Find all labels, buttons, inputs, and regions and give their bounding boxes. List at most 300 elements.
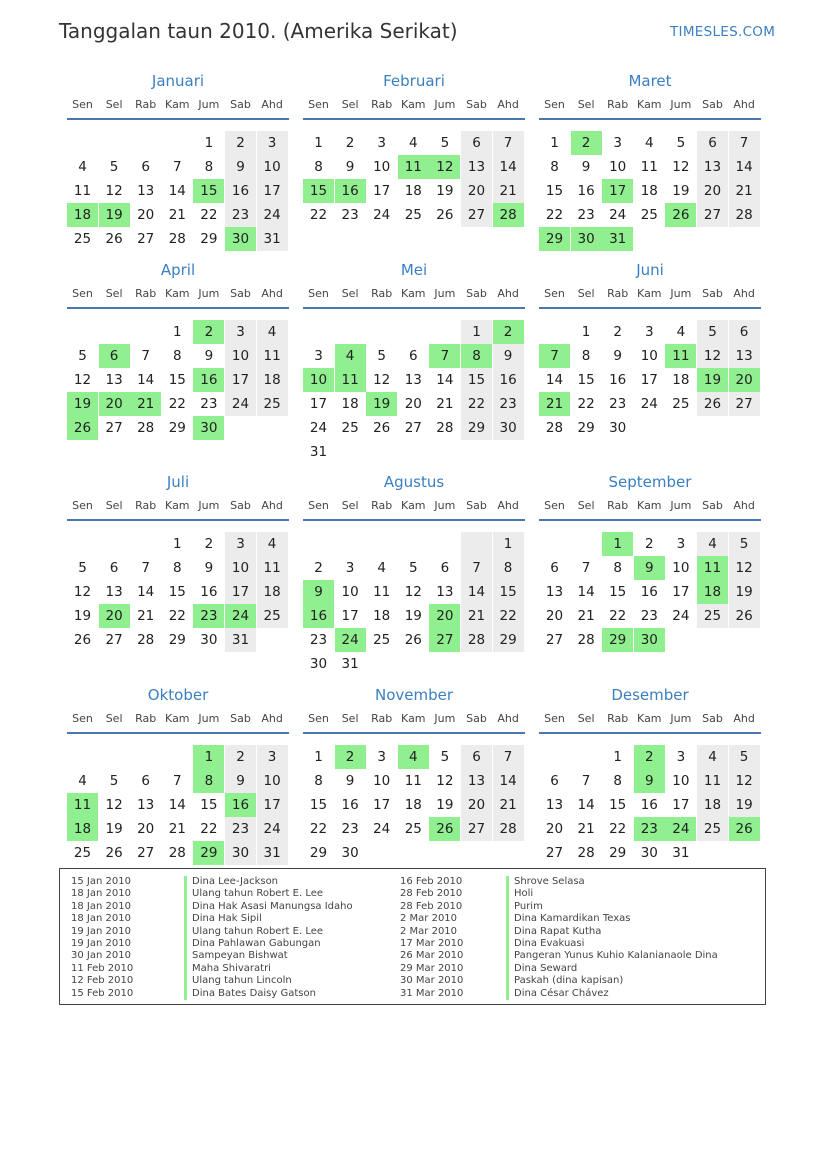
weekday-header: Sab [702,98,723,111]
day-cell: 23 [577,207,595,223]
day-cell: 6 [461,745,492,769]
day-cell: 17 [672,797,690,813]
day-cell: 27 [137,231,155,247]
day-cell: 12 [729,769,760,793]
month-name: Februari [383,72,445,90]
day-cell: 29 [168,420,186,436]
day-cell: 22 [200,821,218,837]
day-cell: 24 [335,628,366,652]
day-cell: 9 [634,556,665,580]
legend-entry: Dina Hak Sipil [184,913,353,925]
header-divider [67,307,289,309]
day-cell: 17 [341,608,359,624]
legend-entry: Paskah (dina kapisan) [506,975,718,987]
day-cell: 23 [309,632,328,648]
weekday-header: Sen [544,287,565,300]
weekday-header: Sab [230,287,251,300]
day-cell: 2 [645,536,654,552]
weekday-header: Jum [198,499,220,512]
day-cell: 4 [78,773,87,789]
weekday-header: Kam [637,98,662,111]
weekday-header: Rab [607,712,629,725]
site-link[interactable]: TIMESLES.COM [670,24,776,40]
day-cell: 15 [309,797,328,813]
day-cell: 24 [309,420,328,436]
day-cell: 6 [697,131,728,155]
day-cell: 20 [545,821,564,837]
day-cell: 14 [493,769,524,793]
day-cell: 21 [137,608,155,624]
day-cell: 21 [539,392,570,416]
day-cell: 30 [640,845,658,861]
day-cell: 17 [257,793,288,817]
day-cell: 4 [377,560,386,576]
day-cell: 31 [225,628,256,652]
day-cell: 29 [200,231,218,247]
legend-entry: Shrove Selasa [506,876,718,888]
day-cell: 18 [373,608,391,624]
weekday-header: Sen [72,98,93,111]
day-cell: 12 [105,183,123,199]
day-cell: 29 [609,845,627,861]
day-cell: 22 [493,604,524,628]
day-cell: 4 [257,532,288,556]
day-cell: 23 [634,817,665,841]
weekday-header: Ahd [497,499,519,512]
day-cell: 25 [672,396,690,412]
day-cell: 26 [436,207,454,223]
weekday-header: Kam [401,98,426,111]
day-cell: 7 [493,131,524,155]
header-divider [67,732,289,734]
day-cell: 7 [173,773,182,789]
day-cell: 26 [665,203,696,227]
day-cell: 5 [676,135,686,151]
day-cell: 18 [404,797,422,813]
day-cell: 30 [341,845,359,861]
day-cell: 26 [429,817,460,841]
legend-left-dates [71,876,133,1000]
day-cell: 21 [577,608,595,624]
weekday-header: Sab [230,98,251,111]
month-name: Desember [611,686,689,704]
weekday-header: Sel [577,499,595,512]
day-cell: 22 [609,821,627,837]
day-cell: 21 [168,207,186,223]
day-cell: 13 [545,584,564,600]
day-cell: 28 [729,203,760,227]
day-cell: 14 [577,584,595,600]
day-cell: 9 [613,348,622,364]
weekday-header: Rab [607,287,629,300]
day-cell: 9 [634,769,665,793]
legend-entry: Dina Rapat Kutha [506,926,718,938]
legend-entry: Ulang tahun Robert E. Lee [184,926,353,938]
header-divider [67,118,289,120]
day-cell: 9 [345,773,355,789]
legend-entry: 17 Mar 2010 [400,937,464,949]
legend-entry: 12 Feb 2010 [71,975,134,987]
day-cell: 28 [137,632,155,648]
day-cell: 25 [404,821,422,837]
weekday-header: Sab [466,98,487,111]
day-cell: 23 [493,392,524,416]
weekday-header: Sel [341,98,359,111]
day-cell: 1 [204,135,214,151]
weekday-header: Sab [702,712,723,725]
header-divider [67,519,289,521]
day-cell: 2 [493,320,524,344]
day-cell: 23 [200,396,218,412]
day-cell: 22 [168,396,186,412]
day-cell: 2 [204,536,214,552]
day-cell: 19 [105,821,123,837]
day-cell: 24 [665,817,696,841]
day-cell: 9 [345,159,355,175]
day-cell: 3 [377,749,386,765]
day-cell: 11 [665,344,696,368]
day-cell: 11 [404,773,422,789]
day-cell: 22 [309,207,328,223]
day-cell: 27 [545,845,564,861]
day-cell: 30 [225,227,256,251]
weekday-header: Rab [371,98,393,111]
day-cell: 28 [436,420,454,436]
day-cell: 25 [73,845,92,861]
day-cell: 24 [609,207,627,223]
day-cell: 29 [577,420,595,436]
day-cell: 12 [672,159,690,175]
weekday-header: Kam [165,712,190,725]
legend-entry: Dina Bates Daisy Gatson [184,988,353,1000]
day-cell: 7 [581,773,591,789]
day-cell: 12 [429,155,460,179]
weekday-header: Sel [577,287,595,300]
legend-entry: 28 Feb 2010 [400,900,463,912]
day-cell: 27 [697,203,728,227]
month-name: Agustus [383,473,445,491]
day-cell: 2 [314,560,323,576]
day-cell: 6 [461,131,492,155]
legend-entry: 11 Feb 2010 [71,962,134,974]
day-cell: 28 [137,420,155,436]
day-cell: 8 [314,773,323,789]
day-cell: 24 [225,604,256,628]
day-cell: 19 [697,368,728,392]
day-cell: 14 [493,155,524,179]
day-cell: 15 [303,179,334,203]
day-cell: 18 [67,203,98,227]
legend-entry: 19 Jan 2010 [71,937,131,949]
day-cell: 3 [257,745,288,769]
day-cell: 3 [676,749,686,765]
day-cell: 29 [539,227,570,251]
legend-entry: 18 Jan 2010 [71,913,131,925]
day-cell: 6 [141,773,150,789]
day-cell: 18 [67,817,98,841]
day-cell: 6 [440,560,450,576]
day-cell: 17 [640,372,658,388]
legend-entry: 15 Jan 2010 [71,876,131,887]
weekday-header: Sen [308,712,329,725]
day-cell: 27 [545,632,564,648]
day-cell: 6 [141,159,150,175]
day-cell: 13 [105,584,123,600]
day-cell: 16 [577,183,595,199]
day-cell: 19 [436,183,454,199]
day-cell: 10 [303,368,334,392]
day-cell: 25 [257,392,288,416]
day-cell: 22 [200,207,218,223]
day-cell: 10 [640,348,658,364]
legend-entry: 2 Mar 2010 [400,925,458,937]
day-cell: 23 [609,396,627,412]
day-cell: 10 [373,773,391,789]
day-cell: 31 [309,444,328,460]
day-cell: 20 [99,392,130,416]
day-cell: 12 [697,344,728,368]
weekday-header: Rab [371,287,393,300]
weekday-header: Sel [577,712,595,725]
day-cell: 28 [545,420,564,436]
day-cell: 3 [345,560,355,576]
day-cell: 10 [341,584,359,600]
legend-entry: Dina Kamardikan Texas [506,913,718,925]
weekday-header: Sab [466,287,487,300]
legend-entry: Holi [506,888,718,900]
day-cell: 22 [577,396,595,412]
day-cell: 20 [461,793,492,817]
day-cell: 15 [168,584,186,600]
day-cell: 11 [335,368,366,392]
day-cell: 8 [613,773,622,789]
day-cell: 24 [373,207,391,223]
holiday-legend [59,868,766,1005]
weekday-header: Rab [135,287,157,300]
day-cell: 27 [137,845,155,861]
weekday-header: Ahd [497,98,519,111]
month-name: November [374,686,454,704]
day-cell: 1 [193,745,224,769]
legend-entry: Dina Lee-Jackson [184,876,353,888]
weekday-header: Jum [670,98,692,111]
weekday-header: Sel [105,499,123,512]
day-cell: 8 [613,560,622,576]
day-cell: 29 [309,845,328,861]
header-divider [303,118,525,120]
day-cell: 8 [550,159,559,175]
weekday-header: Sel [341,499,359,512]
day-cell: 1 [461,320,492,344]
day-cell: 15 [461,368,492,392]
month-name: Januari [151,72,205,90]
day-cell: 25 [73,231,92,247]
legend-entry: 26 Mar 2010 [400,950,464,962]
day-cell: 13 [137,797,155,813]
day-cell: 27 [461,817,492,841]
day-cell: 24 [225,392,256,416]
day-cell: 6 [99,344,130,368]
day-cell: 2 [634,745,665,769]
day-cell: 27 [105,420,123,436]
empty-cell [461,532,492,556]
header-divider [539,307,761,309]
legend-entry: Dina Hak Asasi Manungsa Idaho [184,901,353,913]
day-cell: 18 [404,183,422,199]
day-cell: 27 [105,632,123,648]
day-cell: 18 [257,580,288,604]
day-cell: 11 [257,344,288,368]
day-cell: 5 [78,348,87,364]
day-cell: 15 [577,372,595,388]
weekday-header: Rab [371,499,393,512]
day-cell: 18 [257,368,288,392]
day-cell: 2 [225,131,256,155]
day-cell: 5 [109,773,119,789]
day-cell: 8 [581,348,591,364]
day-cell: 14 [168,183,186,199]
day-cell: 3 [676,536,686,552]
day-cell: 14 [168,797,186,813]
weekday-header: Rab [607,499,629,512]
day-cell: 16 [335,179,366,203]
weekday-header: Rab [135,712,157,725]
day-cell: 26 [697,392,728,416]
weekday-header: Ahd [497,287,519,300]
legend-entry: Pangeran Yunus Kuhio Kalanianaole Dina [506,950,718,962]
day-cell: 12 [729,556,760,580]
day-cell: 12 [73,584,92,600]
legend-entry: Dina César Chávez [506,988,718,1000]
weekday-header: Sel [105,98,123,111]
day-cell: 20 [404,396,422,412]
legend-entry: Dina Evakuasi [506,938,718,950]
day-cell: 10 [609,159,627,175]
day-cell: 21 [168,821,186,837]
day-cell: 4 [398,745,429,769]
day-cell: 8 [204,159,214,175]
day-cell: 3 [645,324,654,340]
day-cell: 21 [130,392,161,416]
day-cell: 24 [257,817,288,841]
weekday-header: Ahd [261,712,283,725]
day-cell: 25 [640,207,658,223]
weekday-header: Sen [544,98,565,111]
day-cell: 30 [200,632,218,648]
legend-entry: 28 Feb 2010 [400,888,463,900]
day-cell: 30 [571,227,602,251]
day-cell: 23 [225,203,256,227]
day-cell: 24 [373,821,391,837]
day-cell: 12 [105,797,123,813]
day-cell: 10 [672,560,690,576]
day-cell: 29 [493,628,524,652]
day-cell: 14 [461,580,492,604]
day-cell: 15 [493,580,524,604]
day-cell: 28 [493,203,524,227]
legend-entry: 18 Jan 2010 [71,900,131,912]
day-cell: 8 [493,556,524,580]
day-cell: 17 [602,179,633,203]
weekday-header: Ahd [733,287,755,300]
day-cell: 4 [645,135,654,151]
day-cell: 28 [168,845,186,861]
day-cell: 1 [314,749,323,765]
day-cell: 26 [729,604,760,628]
weekday-header: Sab [230,499,251,512]
day-cell: 19 [67,392,98,416]
month-name: Oktober [147,686,209,704]
day-cell: 19 [729,793,760,817]
day-cell: 28 [168,231,186,247]
day-cell: 6 [729,320,760,344]
day-cell: 7 [141,560,150,576]
day-cell: 4 [697,745,728,769]
weekday-header: Sen [72,499,93,512]
weekday-header: Sel [577,98,595,111]
day-cell: 19 [672,183,690,199]
day-cell: 27 [429,628,460,652]
day-cell: 15 [609,584,627,600]
day-cell: 7 [173,159,182,175]
day-cell: 17 [257,179,288,203]
day-cell: 1 [314,135,323,151]
day-cell: 17 [672,584,690,600]
day-cell: 13 [545,797,564,813]
day-cell: 10 [257,769,288,793]
day-cell: 22 [309,821,328,837]
day-cell: 1 [550,135,559,151]
day-cell: 28 [461,628,492,652]
weekday-header: Sel [105,287,123,300]
day-cell: 5 [729,745,760,769]
month-name: Mei [400,261,428,279]
weekday-header: Jum [198,712,220,725]
header-divider [303,519,525,521]
day-cell: 31 [341,656,359,672]
day-cell: 25 [257,604,288,628]
weekday-header: Kam [637,287,662,300]
day-cell: 10 [373,159,391,175]
day-cell: 23 [341,821,359,837]
day-cell: 13 [436,584,454,600]
weekday-header: Jum [670,712,692,725]
day-cell: 31 [602,227,633,251]
day-cell: 4 [697,532,728,556]
day-cell: 7 [429,344,460,368]
day-cell: 5 [78,560,87,576]
day-cell: 9 [303,580,334,604]
day-cell: 26 [729,817,760,841]
day-cell: 15 [168,372,186,388]
day-cell: 2 [613,324,622,340]
weekday-header: Rab [607,98,629,111]
day-cell: 14 [577,797,595,813]
legend-entry: 15 Feb 2010 [71,987,134,999]
legend-entry: Ulang tahun Lincoln [184,975,353,987]
day-cell: 23 [193,604,224,628]
day-cell: 19 [404,608,422,624]
weekday-header: Kam [165,499,190,512]
page-title: Tanggalan taun 2010. (Amerika Serikat) [59,19,458,43]
weekday-header: Sen [308,98,329,111]
day-cell: 19 [366,392,397,416]
weekday-header: Sel [105,712,123,725]
day-cell: 23 [341,207,359,223]
day-cell: 5 [409,560,418,576]
day-cell: 12 [404,584,422,600]
day-cell: 2 [225,745,256,769]
